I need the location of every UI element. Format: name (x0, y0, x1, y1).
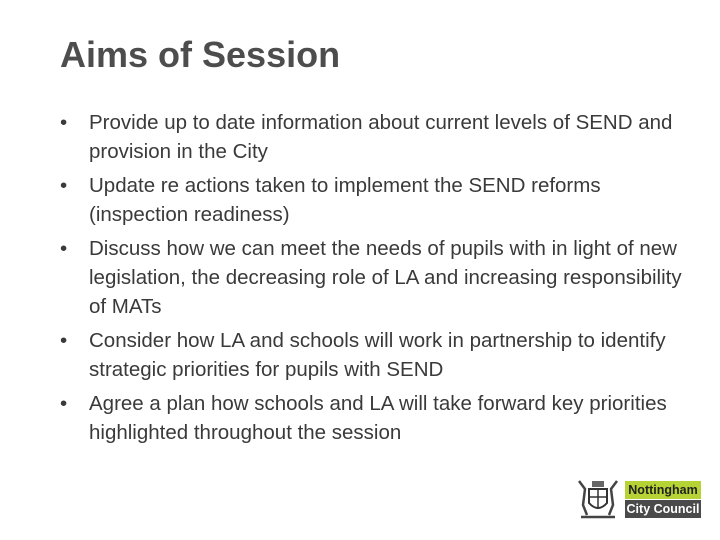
list-item-text: Agree a plan how schools and LA will take forward key priorities highlighted throughout the session (89, 392, 667, 444)
list-item (60, 171, 700, 229)
list-item-text: Update re actions taken to implement the SEND reforms (inspection readiness) (89, 174, 601, 226)
list-item-text: Discuss how we can meet the needs of pupils with in light of new legislation, the decreasing role of LA and increasing responsibility of MATs (89, 237, 682, 318)
bullet: • (60, 111, 68, 134)
logo-text-city-council: City Council (626, 502, 700, 516)
bullet: • (60, 329, 68, 352)
list-item (60, 234, 700, 321)
list-item-text: Consider how LA and schools will work in partnership to identify strategic priorities for pupils with SEND (89, 329, 666, 381)
slide-title: Aims of Session (60, 34, 341, 75)
list-item (60, 389, 700, 447)
nottingham-city-council-logo (575, 477, 703, 520)
list-item (60, 108, 700, 166)
coat-of-arms-icon (575, 477, 621, 520)
bullet: • (60, 174, 68, 197)
aims-list (60, 108, 700, 452)
logo-text-nottingham: Nottingham (625, 481, 701, 499)
bullet: • (60, 237, 68, 260)
list-item (60, 326, 700, 384)
bullet: • (60, 392, 68, 415)
list-item-text: Provide up to date information about current levels of SEND and provision in the City (89, 111, 673, 163)
